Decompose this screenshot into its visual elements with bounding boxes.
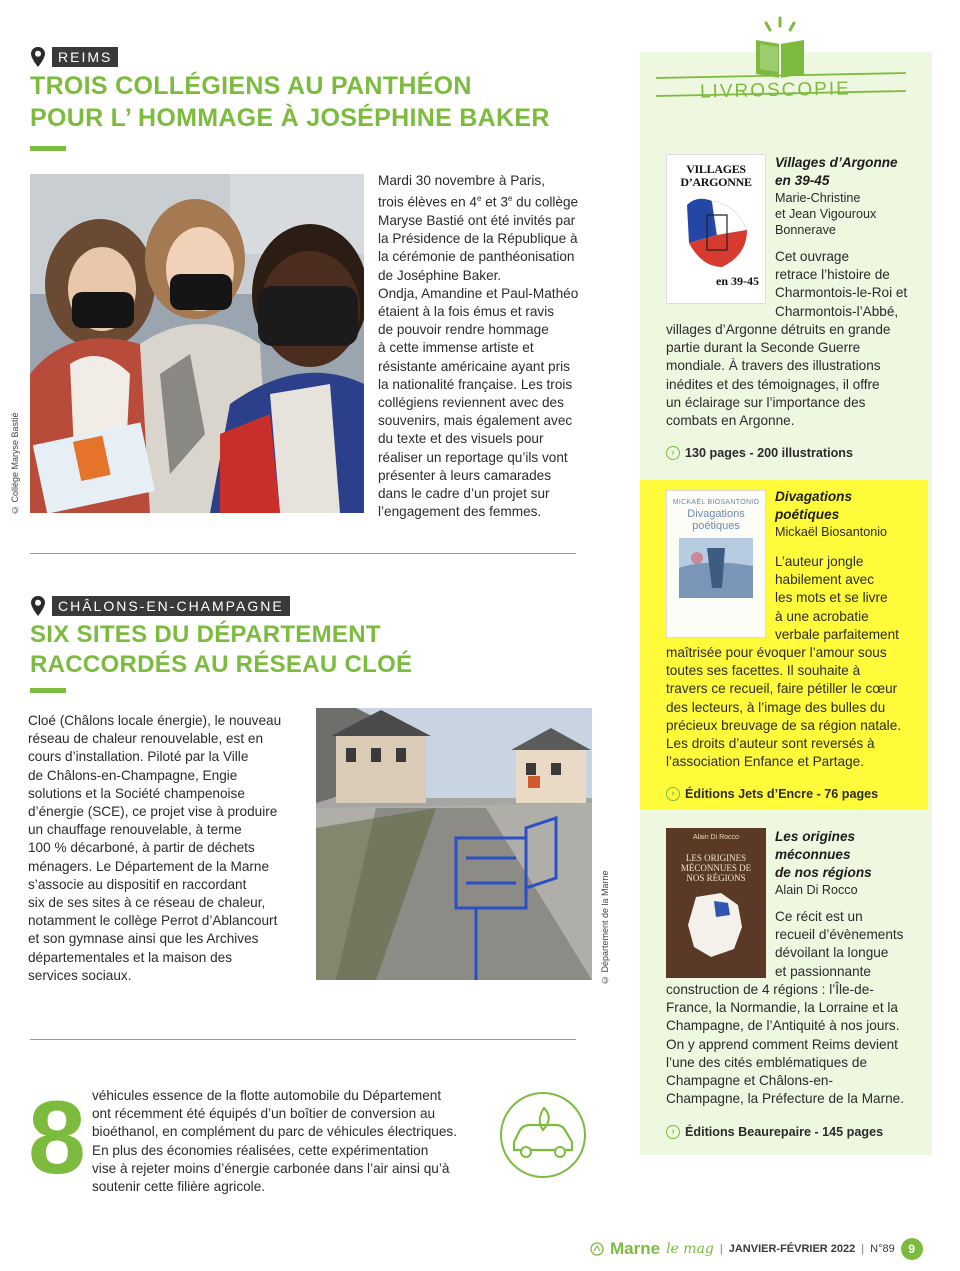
description-line: verbale parfaitement xyxy=(775,626,899,642)
cover-title: LES ORIGINES MÉCONNUES DE NOS RÉGIONS xyxy=(680,853,752,883)
book-author: Marie-Christine xyxy=(775,191,861,205)
book-description xyxy=(775,553,925,644)
description-line: précieux breuvage de sa région natale. xyxy=(666,717,902,733)
article-title-line: RACCORDÉS AU RÉSEAU CLOÉ xyxy=(30,651,413,678)
description-line: l’association Enfance et Partage. xyxy=(666,754,864,770)
book-meta xyxy=(666,1125,883,1139)
description-line: et passionnante xyxy=(775,963,871,979)
article-line: collégiens reviennent avec des xyxy=(378,394,564,410)
article-line: départementales et la maison des xyxy=(28,949,233,965)
location-tag-chalons xyxy=(30,595,290,617)
article-line: de Châlons-en-Champagne, Engie xyxy=(28,767,238,783)
stat-line: En plus des économies réalisées, cette expérimentation xyxy=(92,1142,429,1158)
book-description xyxy=(666,321,926,430)
article-line: souvenirs, mais également avec xyxy=(378,413,573,429)
description-line: Charmontois-le-Roi et xyxy=(775,285,908,301)
book-meta-text: Éditions Jets d’Encre - 76 pages xyxy=(685,787,879,801)
book-description xyxy=(775,908,925,981)
article-line: services sociaux. xyxy=(28,967,132,983)
description-line: France, la Normandie, la Lorraine et la xyxy=(666,1000,898,1016)
location-pin-icon xyxy=(30,595,46,617)
article-title-line: POUR L’ HOMMAGE À JOSÉPHINE BAKER xyxy=(30,104,550,132)
chevron-right-icon: › xyxy=(666,1125,680,1139)
location-pin-icon xyxy=(30,46,46,68)
stat-line: bioéthanol, en complément du parc de véhicules électriques. xyxy=(92,1124,457,1140)
article-line: Ondja, Amandine et Paul-Mathéo xyxy=(378,285,579,301)
book-author: et Jean Vigouroux xyxy=(775,207,877,221)
chevron-right-icon: › xyxy=(666,446,680,460)
description-line: maîtrisée pour évoquer l’amour sous xyxy=(666,645,887,660)
cover-author: Alain Di Rocco xyxy=(693,834,739,841)
article-line: trois élèves en 4e et 3e du collège xyxy=(378,194,579,210)
description-line: villages d’Argonne détruits en grande xyxy=(666,322,891,337)
section-divider xyxy=(30,553,576,554)
book-meta-text: Éditions Beaurepaire - 145 pages xyxy=(685,1125,884,1139)
description-line: mondiale. À travers des illustrations xyxy=(666,358,881,374)
book-cover-villages xyxy=(666,154,766,304)
article-body xyxy=(378,172,618,521)
article-body xyxy=(28,712,318,985)
book-description xyxy=(775,248,925,321)
photo-credit: © Collège Maryse Bastié xyxy=(10,412,20,515)
book-author: Bonnerave xyxy=(775,223,836,237)
book-cover-divagations xyxy=(666,490,766,638)
article-line: présenter à leurs camarades xyxy=(378,467,552,483)
article-line: réseau de chaleur renouvelable, est en xyxy=(28,731,264,747)
description-line: habilement avec xyxy=(775,572,874,588)
article-line: notamment le collège Perrot d’Ablancourt xyxy=(28,913,278,929)
title-underline xyxy=(30,146,66,151)
photo-credit: © Département de la Marne xyxy=(600,870,610,985)
article-line: l’engagement des femmes. xyxy=(378,504,542,520)
location-label: REIMS xyxy=(52,47,118,67)
description-line: Ce récit est un xyxy=(775,909,863,924)
description-line: toutes ses facettes. Il souhaite à xyxy=(666,663,861,679)
stat-line: soutenir cette filière agricole. xyxy=(92,1179,266,1195)
article-line: s’associe au dispositif en raccordant xyxy=(28,876,247,892)
article-line: la nationalité française. Les trois xyxy=(378,376,573,392)
book-title: poétiques xyxy=(775,507,840,522)
article-title xyxy=(30,620,590,680)
description-line: Charmontois-l’Abbé, xyxy=(775,303,899,319)
article-line: du texte et des visuels pour xyxy=(378,431,544,447)
book-description xyxy=(666,981,928,1108)
book-title: Les origines xyxy=(775,829,856,844)
stat-line: ont récemment été équipés d’un boîtier de conversion au xyxy=(92,1106,436,1122)
book-author: Alain Di Rocco xyxy=(775,883,858,897)
chevron-right-icon: › xyxy=(666,787,680,801)
footer-issue-number: N°89 xyxy=(870,1243,895,1255)
students-photo xyxy=(30,174,364,513)
location-tag-reims xyxy=(30,46,118,68)
street-works-photo xyxy=(316,708,592,980)
section-divider xyxy=(30,1039,576,1040)
article-title-line: SIX SITES DU DÉPARTEMENT xyxy=(30,621,381,648)
description-line: Les droits d’auteur sont reversés à xyxy=(666,736,875,752)
stat-body xyxy=(92,1087,492,1196)
article-line: de Joséphine Baker. xyxy=(378,267,502,283)
article-line: la cérémonie de panthéonisation xyxy=(378,249,575,265)
article-line: la Présidence de la République à xyxy=(378,231,578,247)
footer-brand: Marne xyxy=(610,1239,661,1258)
book-title: Villages d’Argonne xyxy=(775,155,898,170)
description-line: L’auteur jongle xyxy=(775,554,864,569)
book-title: en 39-45 xyxy=(775,173,830,188)
description-line: recueil d’évènements xyxy=(775,927,904,943)
book-info xyxy=(775,154,925,238)
book-title: méconnues xyxy=(775,847,851,862)
cover-author: MICKAËL BIOSANTONIO xyxy=(672,499,760,506)
book-description xyxy=(666,644,928,771)
article-line: d’énergie (SCE), ce projet vise à produire xyxy=(28,804,278,820)
article-line: ménagers. Le Département de la Marne xyxy=(28,858,270,874)
book-author: Mickaël Biosantonio xyxy=(775,525,888,539)
stat-number: 8 xyxy=(28,1080,86,1196)
location-label: CHÂLONS-EN-CHAMPAGNE xyxy=(52,596,290,616)
book-info xyxy=(775,488,925,540)
cover-title: VILLAGES D’ARGONNE xyxy=(680,162,752,189)
footer-issue: JANVIER-FÉVRIER 2022 xyxy=(728,1243,856,1255)
cover-title: Divagations poétiques xyxy=(687,508,745,532)
description-line: un éclairage sur l’importance des xyxy=(666,394,866,410)
description-line: les mots et se livre xyxy=(775,590,888,606)
description-line: des lecteurs, à l’image des bulles du xyxy=(666,699,886,715)
book-title: Divagations xyxy=(775,489,853,504)
article-line: dans le cadre d’un projet sur xyxy=(378,485,550,501)
page-footer: Marne le mag | JANVIER-FÉVRIER 2022 | N°89 9 xyxy=(590,1238,923,1260)
book-meta xyxy=(666,787,878,801)
description-line: inédites et des témoignages, il offre xyxy=(666,376,880,392)
article-line: à cette immense artiste et xyxy=(378,340,534,356)
description-line: dévoilant la longue xyxy=(775,945,889,961)
article-line: résistante américaine ayant pris xyxy=(378,358,570,374)
description-line: partie durant la Seconde Guerre xyxy=(666,340,861,356)
description-line: combats en Argonne. xyxy=(666,413,795,429)
description-line: à une acrobatie xyxy=(775,608,869,624)
footer-brand-script: le mag xyxy=(666,1241,714,1257)
article-title xyxy=(30,70,610,134)
article-line: cours d’installation. Piloté par la Ville xyxy=(28,749,249,765)
article-line: et son gymnase ainsi que les Archives xyxy=(28,931,259,947)
book-cover-origines xyxy=(666,828,766,978)
article-line: Maryse Bastié ont été invités par xyxy=(378,212,576,228)
description-line: l’une des cités emblématiques de xyxy=(666,1054,867,1070)
stat-line: véhicules essence de la flotte automobile du Département xyxy=(92,1088,442,1103)
stat-line: vise à rejeter moins d’énergie carbonée dans l’air ainsi qu’à xyxy=(92,1160,450,1176)
title-underline xyxy=(30,688,66,693)
eco-car-icon xyxy=(498,1090,588,1180)
description-line: Champagne, de l’Antiquité à nos jours. xyxy=(666,1018,900,1034)
article-line: 100 % décarboné, à partir de déchets xyxy=(28,840,255,856)
book-meta-text: 130 pages - 200 illustrations xyxy=(685,446,853,460)
article-line: de pouvoir rendre hommage xyxy=(378,322,549,338)
description-line: Champagne et Châlons-en- xyxy=(666,1073,834,1089)
description-line: construction de 4 régions : l’Île-de- xyxy=(666,982,874,997)
article-title-line: TROIS COLLÉGIENS AU PANTHÉON xyxy=(30,72,472,100)
description-line: Cet ouvrage xyxy=(775,249,850,264)
cover-subtitle: en 39-45 xyxy=(716,274,759,288)
book-title: de nos régions xyxy=(775,865,872,880)
article-line: étaient à la fois émus et ravis xyxy=(378,303,555,319)
article-line: Cloé (Châlons locale énergie), le nouveau xyxy=(28,713,282,728)
page-number: 9 xyxy=(901,1238,923,1260)
article-line: six de ses sites à ce réseau de chaleur, xyxy=(28,895,266,911)
article-line: solutions et la Société champenoise xyxy=(28,785,245,801)
marne-logo-icon xyxy=(590,1242,604,1256)
description-line: retrace l’histoire de xyxy=(775,267,890,283)
description-line: On y apprend comment Reims devient xyxy=(666,1036,898,1052)
livroscopie-heading: LIVROSCOPIE xyxy=(699,78,852,103)
description-line: travers ce recueil, faire pétiller le cœur xyxy=(666,681,898,697)
article-line: Mardi 30 novembre à Paris, xyxy=(378,173,545,188)
description-line: Champagne, la Préfecture de la Marne. xyxy=(666,1091,905,1107)
book-info xyxy=(775,828,925,898)
article-line: un chauffage renouvelable, à terme xyxy=(28,822,242,838)
article-line: réaliser un reportage qu’ils vont xyxy=(378,449,568,465)
book-meta xyxy=(666,446,853,460)
